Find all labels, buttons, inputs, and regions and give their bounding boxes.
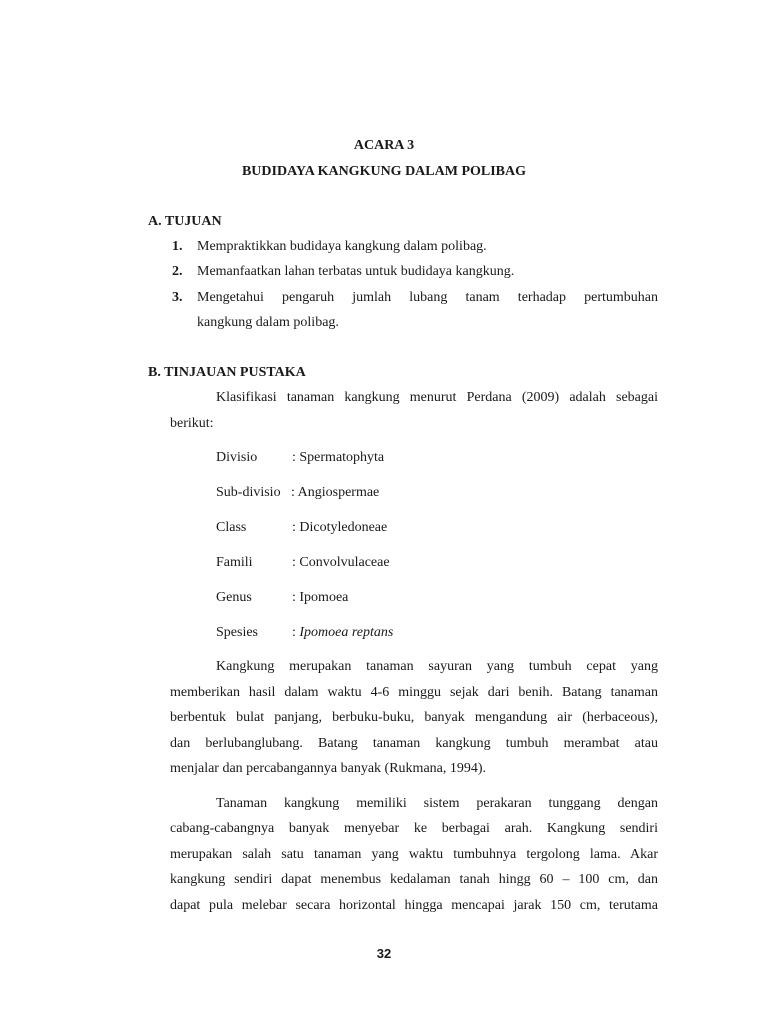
taxonomy-label: Spesies — [216, 625, 258, 640]
taxonomy-value: : Convolvulaceae — [292, 555, 390, 570]
list-item: Mengetahui pengaruh jumlah lubang tanam terhadap pertumbuhan — [197, 290, 658, 305]
taxonomy-label: Genus — [216, 590, 252, 605]
list-item-continuation: kangkung dalam polibag. — [197, 315, 339, 330]
intro-line: Klasifikasi tanaman kangkung menurut Perdana (2009) adalah sebagai — [216, 390, 658, 405]
list-number: 3. — [172, 290, 183, 305]
paragraph-line: Kangkung merupakan tanaman sayuran yang tumbuh cepat yang — [216, 659, 658, 674]
list-number: 2. — [172, 264, 183, 279]
paragraph-line: kangkung sendiri dapat menembus kedalaman tanah hingg 60 – 100 cm, dan — [170, 872, 658, 887]
list-number: 1. — [172, 239, 183, 254]
taxonomy-label: Class — [216, 520, 247, 535]
species-name: Ipomoea reptans — [299, 625, 394, 640]
intro-line: berikut: — [170, 416, 214, 431]
taxonomy-value: : Angiospermae — [291, 485, 380, 500]
paragraph-line: Tanaman kangkung memiliki sistem perakaran tunggang dengan — [216, 796, 658, 811]
taxonomy-value: : Dicotyledoneae — [292, 520, 388, 535]
document-title: BUDIDAYA KANGKUNG DALAM POLIBAG — [241, 164, 527, 179]
section-b-heading: B. TINJAUAN PUSTAKA — [148, 365, 306, 380]
acara-heading: ACARA 3 — [353, 138, 415, 153]
list-item: Memanfaatkan lahan terbatas untuk budidaya kangkung. — [197, 264, 515, 279]
page-number: 32 — [376, 946, 392, 961]
paragraph-line: merupakan salah satu tanaman yang waktu tumbuhnya tergolong lama. Akar — [170, 847, 658, 862]
paragraph-line: berbentuk bulat panjang, berbuku-buku, banyak mengandung air (herbaceous), — [170, 710, 658, 725]
colon-prefix: : — [292, 625, 300, 640]
taxonomy-value — [292, 624, 393, 642]
paragraph-line: dapat pula melebar secara horizontal hingga mencapai jarak 150 cm, terutama — [170, 898, 658, 913]
taxonomy-label: Famili — [216, 555, 253, 570]
paragraph-line: dan berlubanglubang. Batang tanaman kangkung tumbuh merambat atau — [170, 736, 658, 751]
section-a-heading: A. TUJUAN — [148, 214, 222, 229]
paragraph-line: cabang-cabangnya banyak menyebar ke berbagai arah. Kangkung sendiri — [170, 821, 658, 836]
taxonomy-value: : Ipomoea — [292, 590, 349, 605]
paragraph-line: menjalar dan percabangannya banyak (Rukmana, 1994). — [170, 761, 487, 776]
list-item: Mempraktikkan budidaya kangkung dalam polibag. — [197, 239, 487, 254]
taxonomy-label: Sub-divisio — [216, 485, 281, 500]
paragraph-line: memberikan hasil dalam waktu 4-6 minggu sejak dari benih. Batang tanaman — [170, 685, 658, 700]
taxonomy-value: : Spermatophyta — [292, 450, 385, 465]
taxonomy-label: Divisio — [216, 450, 258, 465]
